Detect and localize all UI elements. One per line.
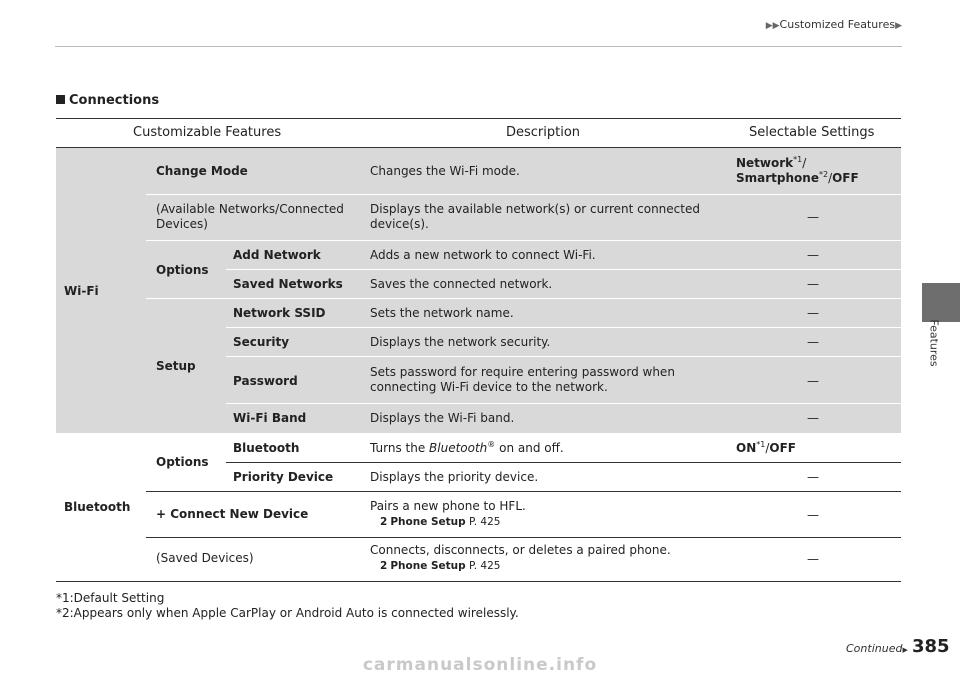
- feature-connect-new-device: + Connect New Device: [156, 507, 309, 521]
- setting-saved-devices: —: [807, 552, 819, 566]
- column-header-feature: Customizable Features: [133, 125, 282, 140]
- row-divider: [146, 491, 901, 492]
- setting-priority-device: —: [807, 470, 819, 484]
- feature-change-mode: Change Mode: [156, 164, 248, 178]
- desc-connect-new-device: Pairs a new phone to HFL. 2 Phone Setup P. 425: [370, 499, 526, 528]
- section-title: Connections: [56, 93, 159, 108]
- setting-security: —: [807, 335, 819, 349]
- feature-saved-networks: Saved Networks: [233, 277, 343, 291]
- settings-change-mode: Network$^{*1}$/ Smartphone$^{*2}$/OFF: [736, 155, 859, 185]
- running-header: [0, 18, 902, 31]
- feature-network-ssid: Network SSID: [233, 306, 326, 320]
- feature-wifi-band: Wi-Fi Band: [233, 411, 307, 425]
- setting-add-network: —: [807, 248, 819, 262]
- feature-available-networks: (Available Networks/Connected Devices): [156, 202, 344, 231]
- row-divider: [146, 298, 901, 299]
- square-bullet-icon: [56, 95, 65, 104]
- breadcrumb-arrow-icon: ▶: [895, 21, 902, 31]
- feature-bluetooth: Bluetooth: [233, 441, 300, 455]
- footnote-2: *2:Appears only when Apple CarPlay or Android Auto is connected wirelessly.: [56, 606, 519, 620]
- desc-bluetooth: Turns the Bluetooth® on and off.: [370, 440, 564, 455]
- group-bluetooth: Bluetooth: [64, 500, 131, 514]
- feature-priority-device: Priority Device: [233, 470, 334, 484]
- breadcrumb-arrow-icon: ▶▶: [765, 21, 780, 31]
- desc-wifi-band: Displays the Wi-Fi band.: [370, 411, 515, 425]
- setting-password: —: [807, 374, 819, 388]
- desc-available-networks: Displays the available network(s) or current connected device(s).: [370, 202, 700, 231]
- desc-password: Sets password for require entering password when connecting Wi-Fi device to the network.: [370, 365, 675, 394]
- continued-label: Continued▶: [846, 642, 908, 655]
- header-title: Customized Features: [779, 18, 896, 31]
- side-tab-label: Features: [927, 319, 941, 367]
- desc-add-network: Adds a new network to connect Wi-Fi.: [370, 248, 596, 262]
- setting-saved-networks: —: [807, 277, 819, 291]
- feature-security: Security: [233, 335, 290, 349]
- subgroup-setup: Setup: [156, 359, 196, 373]
- column-header-settings: Selectable Settings: [749, 125, 875, 140]
- desc-saved-networks: Saves the connected network.: [370, 277, 553, 291]
- phone-setup-link[interactable]: 2 Phone Setup P. 425: [380, 560, 501, 572]
- desc-priority-device: Displays the priority device.: [370, 470, 539, 484]
- subgroup-wifi-options: Options: [156, 263, 209, 277]
- table-bottom-rule: [56, 581, 901, 582]
- desc-change-mode: Changes the Wi-Fi mode.: [370, 164, 520, 178]
- setting-network-ssid: —: [807, 306, 819, 320]
- column-header-description: Description: [506, 125, 581, 140]
- setting-wifi-band: —: [807, 411, 819, 425]
- setting-connect-new-device: —: [807, 508, 819, 522]
- setting-available-networks: —: [807, 210, 819, 224]
- feature-password: Password: [233, 374, 298, 388]
- watermark: carmanualsonline.info: [362, 655, 598, 675]
- row-divider: [146, 537, 901, 538]
- reference-arrow-icon: 2: [380, 560, 388, 572]
- phone-setup-link[interactable]: 2 Phone Setup P. 425: [380, 516, 501, 528]
- row-divider: [226, 403, 901, 404]
- desc-network-ssid: Sets the network name.: [370, 306, 514, 320]
- row-divider: [146, 240, 901, 241]
- subgroup-bluetooth-options: Options: [156, 455, 209, 469]
- row-divider: [226, 269, 901, 270]
- header-rule: [55, 46, 902, 47]
- desc-saved-devices: Connects, disconnects, or deletes a paired phone. 2 Phone Setup P. 425: [370, 543, 671, 572]
- page-number: 385: [912, 636, 950, 657]
- table-top-rule: [56, 118, 901, 119]
- settings-bluetooth: ON$^{*1}$/OFF: [736, 440, 796, 455]
- row-divider: [226, 462, 901, 463]
- row-divider: [146, 194, 901, 195]
- row-divider: [226, 356, 901, 357]
- desc-security: Displays the network security.: [370, 335, 551, 349]
- feature-saved-devices: (Saved Devices): [156, 551, 254, 565]
- feature-add-network: Add Network: [233, 248, 321, 262]
- footnote-1: *1:Default Setting: [56, 591, 165, 605]
- row-divider: [226, 327, 901, 328]
- group-wifi: Wi-Fi: [64, 284, 99, 298]
- reference-arrow-icon: 2: [380, 516, 388, 528]
